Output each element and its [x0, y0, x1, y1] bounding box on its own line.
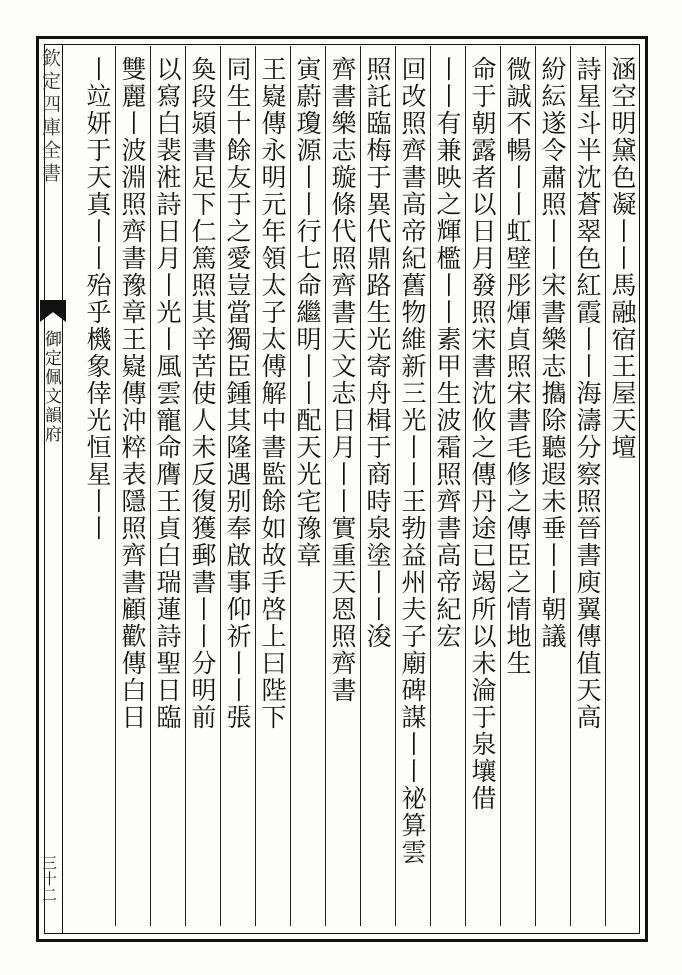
text-column: 以寫白裴㴤詩日月丨光丨風雲寵命膺王貞白瑞蓮詩聖日臨: [150, 46, 185, 926]
text-column: 同生十餘友于之愛豈當獨臣鍾其隆遇别奉啟事仰祈丨丨張: [220, 46, 255, 926]
text-columns: [66, 46, 640, 932]
text-column: 齊書樂志璇條代照齊書天文志日月丨丨實重天恩照齊書: [325, 46, 360, 926]
text-column: 寅蔚瓊源丨丨行七命繼明丨丨配天光宅豫章: [290, 46, 325, 926]
spine-title: 欽定四庫全書: [39, 48, 61, 186]
text-column: 命于朝露者以日月發照宋書沈攸之傳丹途已竭所以未淪于泉壤借: [465, 46, 500, 926]
spine-divider: [62, 44, 63, 934]
spine-book-title: 御定佩文韻府: [41, 330, 61, 444]
page-number: 三十二: [40, 855, 58, 903]
text-column: 王嶷傳永明元年領太子太傅解中書監餘如故手啓上曰陛下: [255, 46, 290, 926]
text-column: 雙麗丨波淵照齊書豫章王嶷傳沖粹表隱照齊書顧歡傳白日: [115, 46, 150, 926]
text-column: 丨竝妍于天真丨丨殆乎機象倖光恒星丨丨: [83, 56, 112, 542]
text-column: 涵空明黛色凝丨丨馬融宿王屋天壇: [605, 46, 640, 926]
text-column: 照託臨梅于異代鼎路生光寄舟楫于商時泉塗丨丨浚: [360, 46, 395, 926]
text-column: 微誠不暢丨丨虹壁彤煇貞照宋書毛修之傳臣之情地生: [500, 46, 535, 926]
text-column: 奐段熲書足下仁篤照其辛苦使人未反復獲郵書丨丨分明前: [185, 46, 220, 926]
text-column: 詩星斗半沈蒼翠色紅霞丨丨海濤分察照晉書庾翼傳值天高: [570, 46, 605, 926]
text-column: 丨丨有兼映之輝檻丨丨素甲生波霜照齊書高帝紀宏: [430, 46, 465, 926]
text-column: 紛紜遂令肅照丨丨宋書樂志㩦除聽遐未垂丨丨朝議: [535, 46, 570, 926]
text-column: 回改照齊書高帝紀舊物維新三光丨丨王勃益州夫子廟碑謀丨丨祕算雲: [395, 46, 430, 926]
